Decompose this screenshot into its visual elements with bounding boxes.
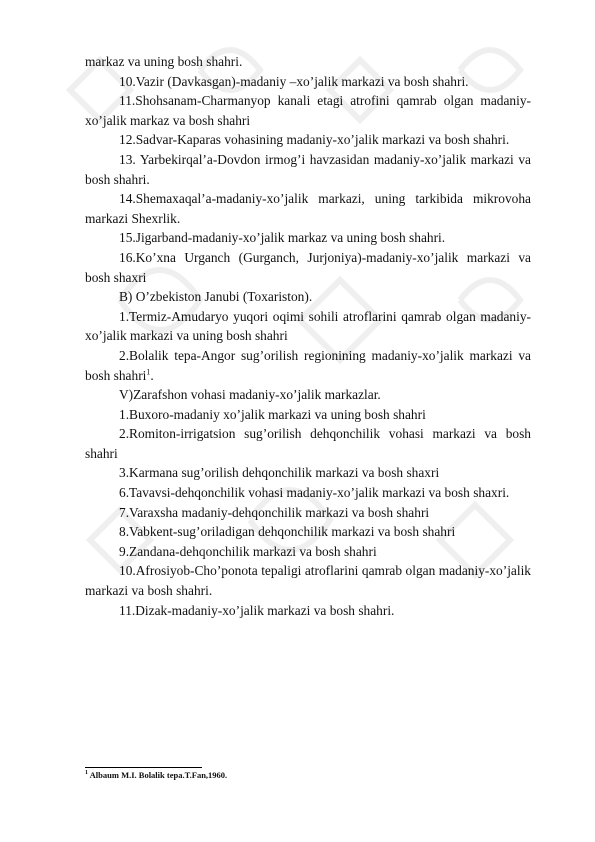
list-item-2-romiton: 2.Romiton-irrigatsion sug’orilish dehqonchilik vohasi markazi va bosh shahri <box>85 426 531 461</box>
list-item-10-afrosiyob: 10.Afrosiyob-Cho’ponota tepaligi atroflarini qamrab olgan madaniy-xo’jalik markazi va bosh shahri. <box>85 563 531 599</box>
list-item-10-vazir: 10.Vazir (Davkasgan)-madaniy –xo’jalik markazi va bosh shahri. <box>119 73 469 89</box>
list-item-1-buxoro: 1.Buxoro-madaniy xo’jalik markazi va uning bosh shahri <box>119 406 426 422</box>
list-item-11-shohsanam: 11.Shohsanam-Charmanyop kanali etagi atrofini qamrab olgan madaniy-xo’jalik markaz va bosh shahri <box>85 93 531 128</box>
list-item-1-termiz: 1.Termiz-Amudaryo yuqori oqimi sohili atroflarini qamrab olgan madaniy-xo’jalik markazi va uning bosh shahri <box>85 308 531 344</box>
list-item-8-vabkent: 8.Vabkent-sug’oriladigan dehqonchilik markazi va bosh shahri <box>119 524 456 540</box>
section-heading-toxariston: B) O’zbekiston Janubi (Toxariston). <box>119 289 313 305</box>
section-heading-zarafshon: V)Zarafshon vohasi madaniy-xo’jalik markazlar. <box>119 387 381 403</box>
footnote-marker: 1 <box>85 770 88 777</box>
list-item-14-shemaxaqala: 14.Shemaxaqal’a-madaniy-xo’jalik markazi, uning tarkibida mikrovoha markazi Shexrlik. <box>85 191 531 226</box>
footnote <box>85 770 531 781</box>
list-item-16-koxna-urganch: 16.Ko’xna Urganch (Gurganch, Jurjoniya)-madaniy-xo’jalik markazi va bosh shaxri <box>85 249 531 285</box>
paragraph-continuation: markaz va uning bosh shahri. <box>85 54 243 69</box>
list-item-11-dizak: 11.Dizak-madaniy-xo’jalik markazi va bosh shahri. <box>119 602 395 618</box>
list-item-12-sadvar: 12.Sadvar-Kaparas vohasining madaniy-xo’jalik markazi va bosh shahri. <box>119 132 510 148</box>
list-item-3-karmana: 3.Karmana sug’orilish dehqonchilik markazi va bosh shaxri <box>119 465 440 481</box>
list-item-9-zandana: 9.Zandana-dehqonchilik markazi va bosh shahri <box>119 543 377 559</box>
list-item-7-varaxsha: 7.Varaxsha madaniy-dehqonchilik markazi va bosh shahri <box>119 504 430 520</box>
list-item-2-bolalik-tepa: 2.Bolalik tepa-Angor sug’orilish regionining madaniy-xo’jalik markazi va bosh shahri$^1$. <box>85 347 531 383</box>
list-item-15-jigarband: 15.Jigarband-madaniy-xo’jalik markaz va uning bosh shahri. <box>119 230 446 246</box>
document-body <box>85 52 531 620</box>
list-item-13-yarbekirqala: 13. Yarbekirqal’a-Dovdon irmog’i havzasidan madaniy-xo’jalik markazi va bosh shahri. <box>85 151 531 187</box>
footnote-text: Albaum M.I. Bolalik tepa.T.Fan,1960. <box>89 770 228 780</box>
footnote-separator <box>85 767 202 768</box>
list-item-2-text: 2.Bolalik tepa-Angor sug’orilish regionining madaniy-xo’jalik markazi va bosh shahri <box>85 347 531 383</box>
footnote-reference[interactable]: 1 <box>146 367 151 377</box>
list-item-6-tavavsi: 6.Tavavsi-dehqonchilik vohasi madaniy-xo’jalik markazi va bosh shaxri. <box>119 485 510 501</box>
